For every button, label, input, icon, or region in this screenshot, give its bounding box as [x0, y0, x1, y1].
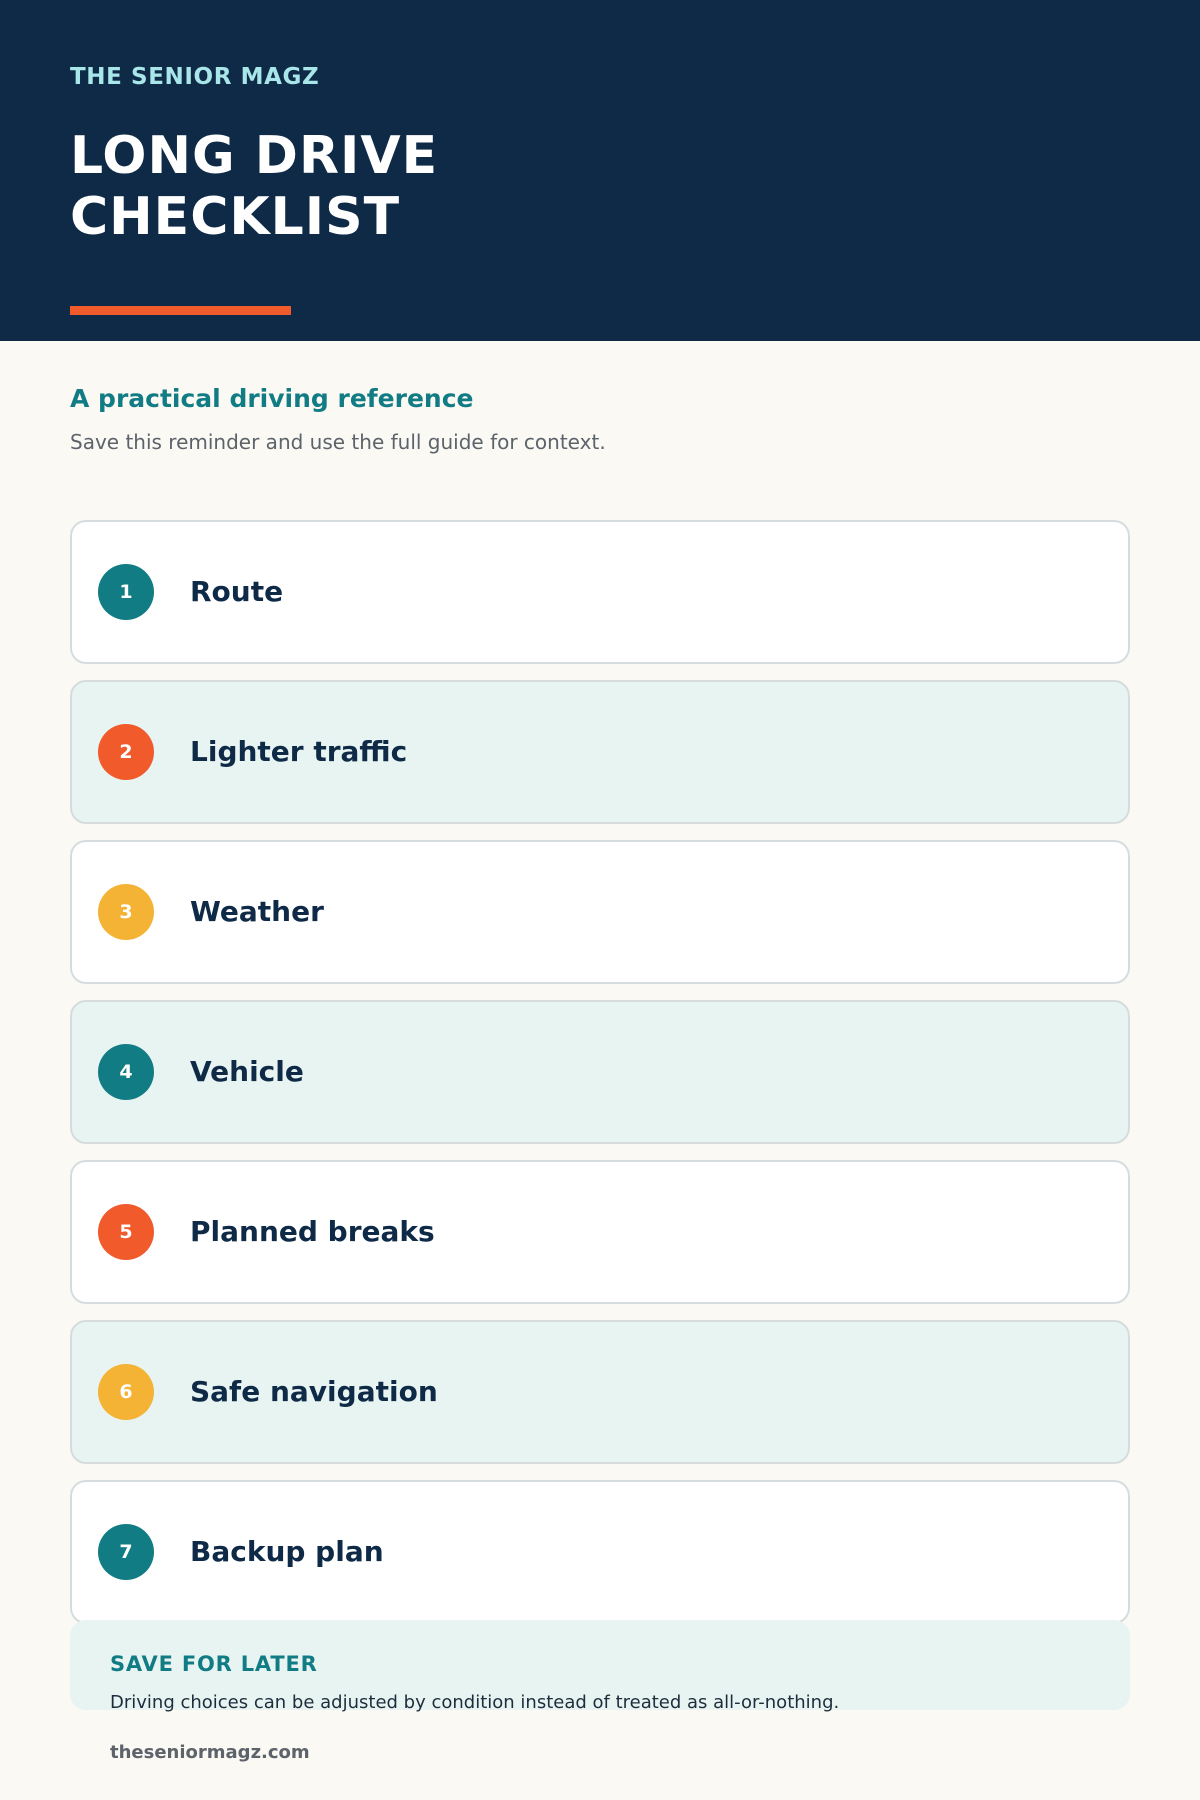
- number-badge: 6: [98, 1364, 154, 1420]
- checklist-item-route: [70, 520, 1130, 664]
- number-badge: 5: [98, 1204, 154, 1260]
- checklist-item-label: Lighter traffic: [190, 735, 408, 768]
- checklist-item-backup-plan: [70, 1480, 1130, 1624]
- checklist-item-planned-breaks: [70, 1160, 1130, 1304]
- checklist-item-lighter-traffic: [70, 680, 1130, 824]
- number-badge: 1: [98, 564, 154, 620]
- checklist-item-weather: [70, 840, 1130, 984]
- number-badge: 2: [98, 724, 154, 780]
- number-badge: 4: [98, 1044, 154, 1100]
- brand-name: THE SENIOR MAGZ: [70, 64, 320, 90]
- number-badge: 3: [98, 884, 154, 940]
- page-title-line-1: LONG DRIVE: [70, 126, 439, 186]
- page-title-line-2: CHECKLIST: [70, 187, 401, 247]
- checklist-item-vehicle: [70, 1000, 1130, 1144]
- number-badge: 7: [98, 1524, 154, 1580]
- accent-divider: [70, 306, 291, 315]
- page-title: [70, 126, 438, 248]
- header-banner: [0, 0, 1200, 341]
- checklist: [70, 520, 1130, 1640]
- checklist-item-label: Backup plan: [190, 1535, 384, 1568]
- footer-url: theseniormagz.com: [110, 1742, 310, 1763]
- intro-text: Save this reminder and use the full guide for context.: [70, 430, 606, 454]
- checklist-item-label: Weather: [190, 895, 324, 928]
- save-for-later-title: SAVE FOR LATER: [110, 1652, 318, 1676]
- save-for-later-text: Driving choices can be adjusted by condition instead of treated as all-or-nothing.: [110, 1692, 840, 1713]
- checklist-item-label: Vehicle: [190, 1055, 304, 1088]
- checklist-item-safe-navigation: [70, 1320, 1130, 1464]
- checklist-item-label: Planned breaks: [190, 1215, 435, 1248]
- checklist-item-label: Safe navigation: [190, 1375, 438, 1408]
- subheading: A practical driving reference: [70, 384, 474, 413]
- checklist-item-label: Route: [190, 575, 284, 608]
